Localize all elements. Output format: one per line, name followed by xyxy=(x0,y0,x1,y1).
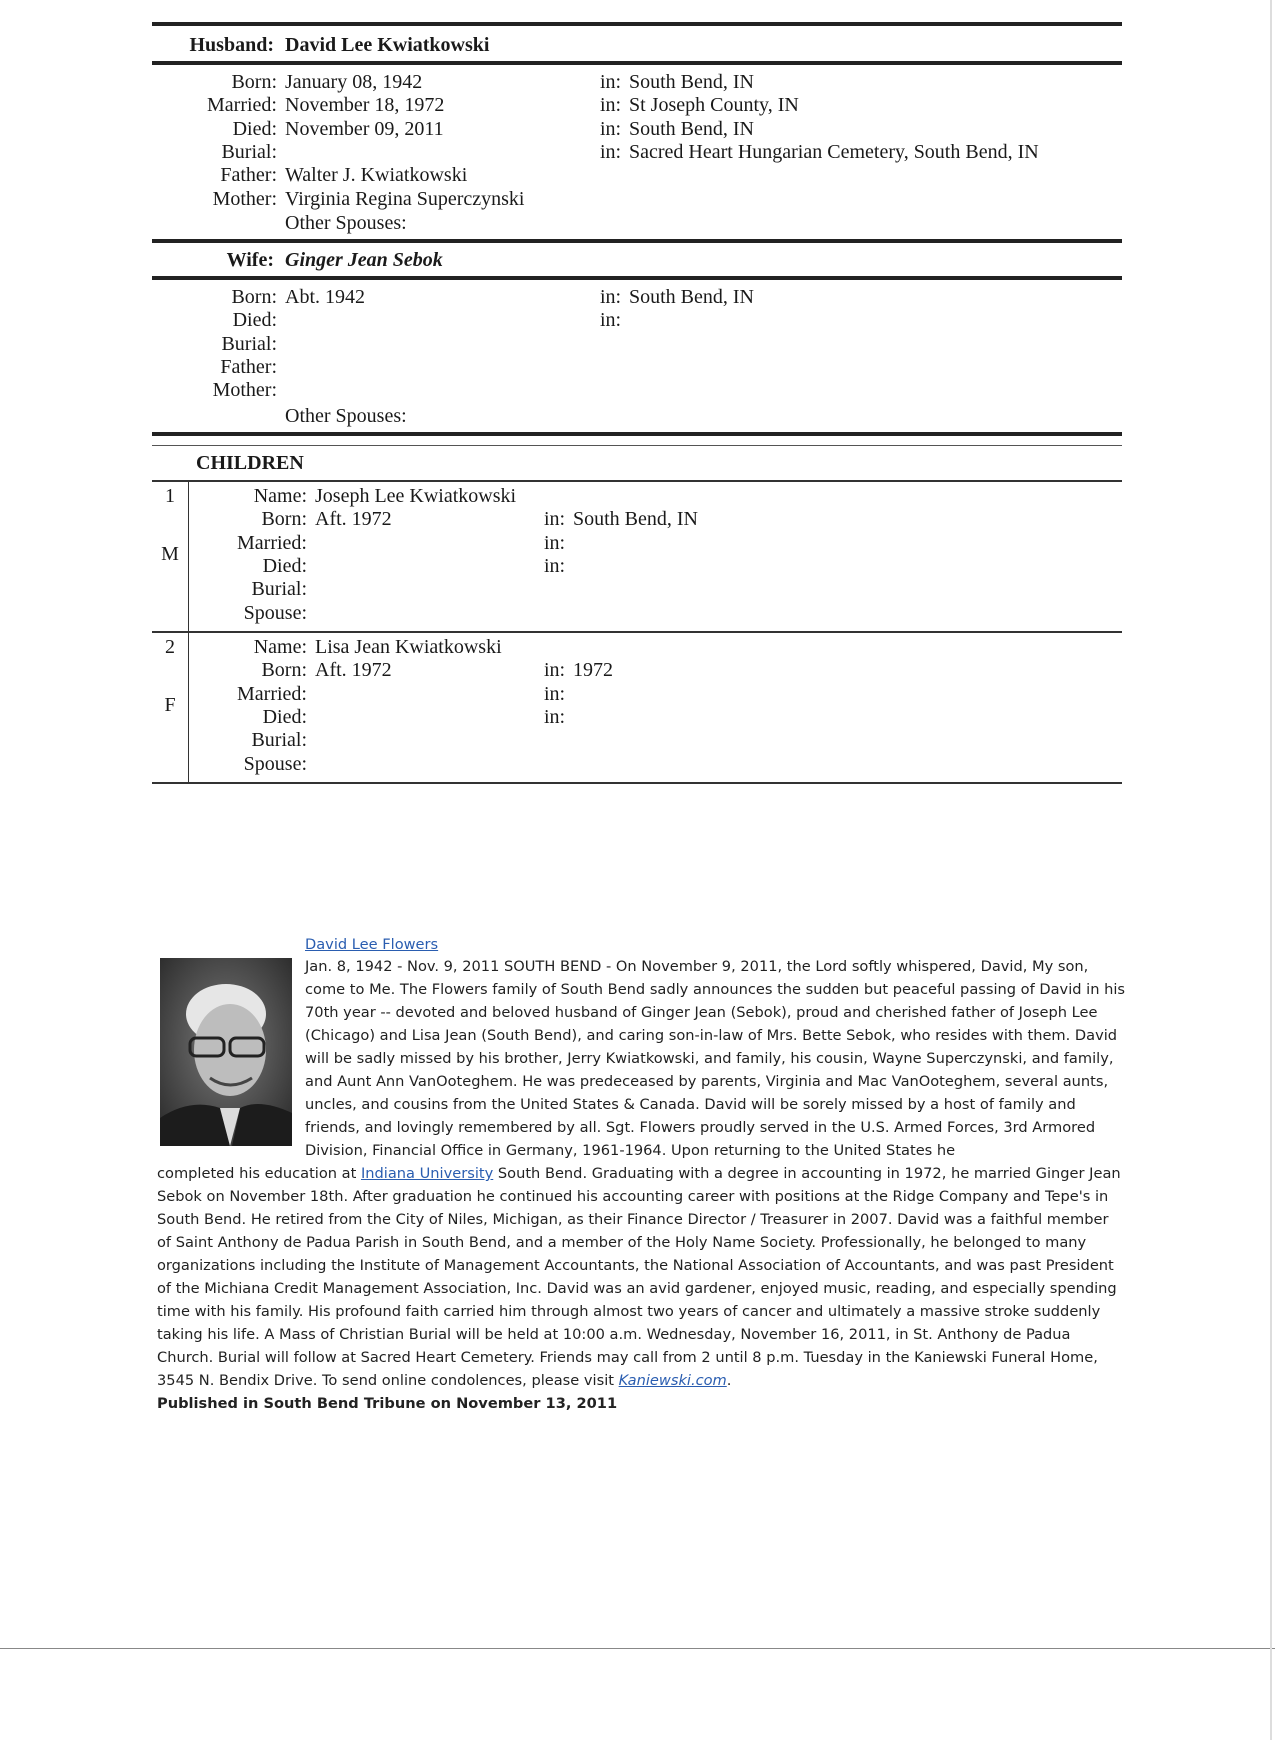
child-field-row xyxy=(0,555,1275,578)
husband-field-row xyxy=(0,94,1275,117)
husband-name: David Lee Kwiatkowski xyxy=(285,34,490,56)
obituary-part2-end: . xyxy=(726,1372,732,1389)
child-field-label: Burial: xyxy=(251,729,307,752)
child-field-label: Spouse: xyxy=(243,752,307,775)
child-place-value: South Bend, IN xyxy=(573,508,698,531)
child-place-label: in: xyxy=(544,508,566,531)
field-label: Burial: xyxy=(221,332,277,355)
husband-heading-label: Husband: xyxy=(189,34,274,56)
husband-field-row xyxy=(0,118,1275,141)
child-field-row xyxy=(0,636,1275,659)
kaniewski-link[interactable]: Kaniewski.com xyxy=(618,1372,727,1389)
place-value: South Bend, IN xyxy=(629,286,754,308)
child-divider-rule xyxy=(152,631,1122,633)
child-field-label: Married: xyxy=(237,531,307,554)
husband-field-row xyxy=(0,188,1275,211)
field-label: Married: xyxy=(207,94,277,117)
place-value: South Bend, IN xyxy=(629,117,754,140)
field-label: Born: xyxy=(231,286,277,308)
children-heading-rule xyxy=(152,480,1122,482)
child-place-label: in: xyxy=(544,705,566,728)
children-top-rule xyxy=(152,432,1122,436)
child-place-label: in: xyxy=(544,531,566,554)
place-value: South Bend, IN xyxy=(629,71,754,93)
child-field-label: Born: xyxy=(261,508,307,531)
place-label: in: xyxy=(600,286,622,308)
child-field-row xyxy=(0,578,1275,601)
wife-heading-rule xyxy=(152,276,1122,280)
wife-top-rule xyxy=(152,239,1122,243)
child-field-row xyxy=(0,659,1275,682)
obituary-title[interactable] xyxy=(305,933,438,956)
husband-field-row xyxy=(0,164,1275,187)
child-field-row xyxy=(0,683,1275,706)
place-label: in: xyxy=(600,140,622,163)
child-number: 1 xyxy=(165,485,175,507)
field-value: Abt. 1942 xyxy=(285,286,365,308)
wife-field-row xyxy=(0,286,1275,309)
child-field-label: Name: xyxy=(253,485,307,507)
obituary-part1: Jan. 8, 1942 - Nov. 9, 2011 SOUTH BEND - On November 9, 2011, the Lord softly whispered, David, My son, come to Me. The Flowers family of South Bend sadly announces the sudden but peaceful passing of David in his 70th year -- devoted and beloved husband of Ginger Jean (Sebok), proud and cherished father of Joseph Lee (Chicago) and Lisa Jean (South Bend), and caring son-in-law of Mrs. Bette Sebok, who resides with them. David will be sadly missed by his brother, Jerry Kwiatkowski, and family, his cousin, Wayne Superczynski, and family, and Aunt Ann VanOoteghem. He was predeceased by parents, Virginia and Mac VanOoteghem, several aunts, uncles, and cousins from the United States & Canada. David will be sorely missed by a host of family and friends, and lovingly remembered by all. Sgt. Flowers proudly served in the U.S. Armed Forces, 3rd Armored Division, Financial Office in Germany, 1961-1964. Upon returning to the United States he xyxy=(305,958,1126,1159)
husband-field-row xyxy=(0,71,1275,94)
husband-field-row xyxy=(0,141,1275,164)
child-field-label: Spouse: xyxy=(243,601,307,624)
husband-heading-rule xyxy=(152,61,1122,65)
obituary-part2-post: South Bend. Graduating with a degree in accounting in 1972, he married Ginger Jean Sebok on November 18th. After graduation he continued his accounting career with positions at the Ridge Company and Tepe's in South Bend. He retired from the City of Niles, Michigan, as their Finance Director / Treasurer in 2007. David was a faithful member of Saint Anthony de Padua Parish in South Bend, and a member of the Holy Name Society. Professionally, he belonged to many organizations including the Institute of Management Accountants, the National Association of Accountants, and was past President of the Michiana Credit Management Association, Inc. David was an avid gardener, enjoyed music, reading, and especially spending time with his family. His profound faith carried him through almost two years of cancer and ultimately a massive stroke suddenly taking his life. A Mass of Christian Burial will be held at 10:00 a.m. Wednesday, November 16, 2011, in St. Anthony de Padua Church. Burial will follow at Sacred Heart Cemetery. Friends may call from 2 until 8 p.m. Tuesday in the Kaniewski Funeral Home, 3545 N. Bendix Drive. To send online condolences, please visit xyxy=(157,1165,1121,1389)
child-field-row xyxy=(0,706,1275,729)
child-place-label: in: xyxy=(544,659,566,682)
child-field-label: Died: xyxy=(262,554,307,577)
wife-field-row xyxy=(0,309,1275,332)
child-field-label: Died: xyxy=(262,705,307,728)
field-label: Father: xyxy=(220,355,277,378)
field-label: Mother: xyxy=(212,187,277,210)
children-heading: CHILDREN xyxy=(196,452,304,474)
place-value: Sacred Heart Hungarian Cemetery, South Bend, IN xyxy=(629,140,1039,163)
child-field-row xyxy=(0,729,1275,752)
child-field-value: Aft. 1972 xyxy=(315,659,392,682)
field-value: Walter J. Kwiatkowski xyxy=(285,164,468,187)
children-second-rule xyxy=(152,445,1122,446)
wife-field-row xyxy=(0,333,1275,356)
field-label: Burial: xyxy=(221,140,277,163)
child-place-value: 1972 xyxy=(573,659,613,682)
published-line: Published in South Bend Tribune on November 13, 2011 xyxy=(157,1395,618,1412)
place-label: in: xyxy=(600,71,622,93)
field-label: Born: xyxy=(231,71,277,93)
child-field-label: Name: xyxy=(253,636,307,658)
child-field-label: Born: xyxy=(261,659,307,682)
child-place-label: in: xyxy=(544,554,566,577)
child-field-row xyxy=(0,532,1275,555)
wife-name: Ginger Jean Sebok xyxy=(285,249,443,271)
portrait-photo xyxy=(160,958,292,1146)
place-label: in: xyxy=(600,309,622,332)
indiana-university-link[interactable]: Indiana University xyxy=(360,1165,494,1182)
field-label: Father: xyxy=(220,164,277,187)
obituary-title-link[interactable]: David Lee Flowers xyxy=(305,936,439,953)
place-value: St Joseph County, IN xyxy=(629,94,799,117)
wife-field-row xyxy=(0,356,1275,379)
child-field-value: Aft. 1972 xyxy=(315,508,392,531)
child-field-row xyxy=(0,508,1275,531)
field-label: Mother: xyxy=(212,379,277,402)
field-value: November 09, 2011 xyxy=(285,117,444,140)
child-field-label: Burial: xyxy=(251,578,307,601)
child-field-label: Married: xyxy=(237,682,307,705)
child-field-row xyxy=(0,485,1275,508)
scan-edge-line xyxy=(1270,0,1272,1740)
field-value: Virginia Regina Superczynski xyxy=(285,187,525,210)
wife-field-row xyxy=(0,379,1275,402)
child-sex: F xyxy=(164,694,176,716)
field-label: Died: xyxy=(232,309,277,332)
place-label: in: xyxy=(600,117,622,140)
field-label: Died: xyxy=(232,117,277,140)
top-rule xyxy=(152,22,1122,26)
child-sex: M xyxy=(161,543,179,565)
child-field-value: Joseph Lee Kwiatkowski xyxy=(315,485,517,507)
obituary-part2 xyxy=(157,1162,1125,1392)
obituary-part2-pre: completed his education at xyxy=(157,1165,361,1182)
child-field-row xyxy=(0,753,1275,776)
wife-other-spouses: Other Spouses: xyxy=(285,405,407,427)
children-bottom-rule xyxy=(152,782,1122,784)
child-field-row xyxy=(0,602,1275,625)
field-value: November 18, 1972 xyxy=(285,94,445,117)
child-number: 2 xyxy=(165,636,175,658)
scan-bottom-line xyxy=(0,1648,1275,1649)
place-label: in: xyxy=(600,94,622,117)
child-place-label: in: xyxy=(544,682,566,705)
husband-other-spouses: Other Spouses: xyxy=(285,212,407,234)
field-value: January 08, 1942 xyxy=(285,71,423,93)
child-field-value: Lisa Jean Kwiatkowski xyxy=(315,636,502,658)
wife-heading-label: Wife: xyxy=(226,249,274,271)
